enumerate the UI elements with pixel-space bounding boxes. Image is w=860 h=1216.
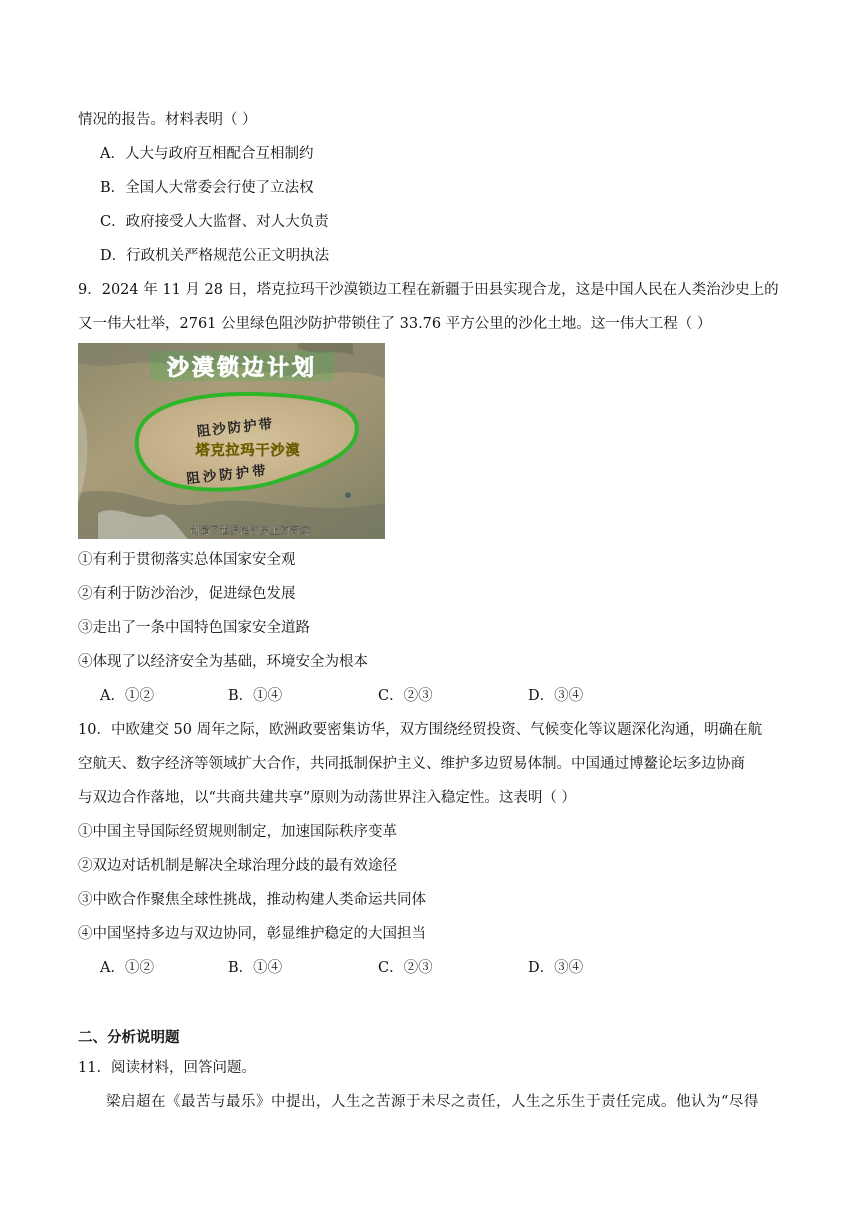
q10-stem-line2: 空航天、数字经济等领域扩大合作，共同抵制保护主义、维护多边贸易体制。中国通过博鳌论坛多边协商 (78, 756, 745, 772)
q9-stem-line2: 又一伟大壮举，2761 公里绿色阻沙防护带锁住了 33.76 平方公里的沙化土地。这一伟大工程（ ） (78, 316, 712, 332)
q9-stem-line1: 9．2024 年 11 月 28 日，塔克拉玛干沙漠锁边工程在新疆于田县实现合龙，这是中国人民在人类治沙史上的 (78, 282, 779, 298)
q10-choice-c: C．②③ (378, 960, 433, 976)
map-caption: 创造了世界治沙史上的奇迹 (190, 526, 310, 537)
q10-statement-3: ③中欧合作聚焦全球性挑战，推动构建人类命运共同体 (78, 892, 426, 908)
q10-stem-line1: 10．中欧建交 50 周年之际，欧洲政要密集访华，双方围绕经贸投资、气候变化等议题深化沟通，明确在航 (78, 722, 763, 738)
q10-statement-1: ①中国主导国际经贸规则制定，加速国际秩序变革 (78, 824, 397, 840)
q9-statement-1: ①有利于贯彻落实总体国家安全观 (78, 552, 296, 568)
q9-choice-a: A．①② (100, 688, 154, 704)
q9-choice-c: C．②③ (378, 688, 433, 704)
q8-option-a: A．人大与政府互相配合互相制约 (100, 146, 314, 162)
q10-stem-line3: 与双边合作落地，以“共商共建共享”原则为动荡世界注入稳定性。这表明（ ） (78, 790, 576, 806)
q9-statement-3: ③走出了一条中国特色国家安全道路 (78, 620, 310, 636)
q8-stem-tail: 情况的报告。材料表明（ ） (78, 112, 257, 128)
q10-statement-2: ②双边对话机制是解决全球治理分歧的最有效途径 (78, 858, 397, 874)
q8-option-d: D．行政机关严格规范公正文明执法 (100, 248, 330, 264)
q10-choice-d: D．③④ (528, 960, 584, 976)
q10-statement-4: ④中国坚持多边与双边协同，彰显维护稳定的大国担当 (78, 926, 426, 942)
q11-material-text: 梁启超在《最苦与最乐》中提出，人生之苦源于未尽之责任，人生之乐生于责任完成。他认为“尽得 (106, 1094, 759, 1110)
map-desert-label: 塔克拉玛干沙漠 (195, 443, 301, 459)
q8-option-c: C．政府接受人大监督、对人大负责 (100, 214, 329, 230)
q8-option-b: B．全国人大常委会行使了立法权 (100, 180, 314, 196)
q10-choice-a: A．①② (100, 960, 154, 976)
map-belt-top-label: 阻沙防护带 (196, 416, 275, 441)
map-title: 沙漠锁边计划 (166, 356, 318, 381)
q9-choice-b: B．①④ (228, 688, 283, 704)
q10-choice-b: B．①④ (228, 960, 283, 976)
q9-statement-4: ④体现了以经济安全为基础，环境安全为根本 (78, 654, 368, 670)
q11-intro: 11．阅读材料，回答问题。 (78, 1060, 256, 1076)
q9-choice-d: D．③④ (528, 688, 584, 704)
q9-statement-2: ②有利于防沙治沙，促进绿色发展 (78, 586, 296, 602)
map-belt-bottom-label: 阻沙防护带 (185, 462, 270, 488)
section-heading: 二、分析说明题 (78, 1029, 180, 1046)
desert-map-image (78, 343, 385, 539)
